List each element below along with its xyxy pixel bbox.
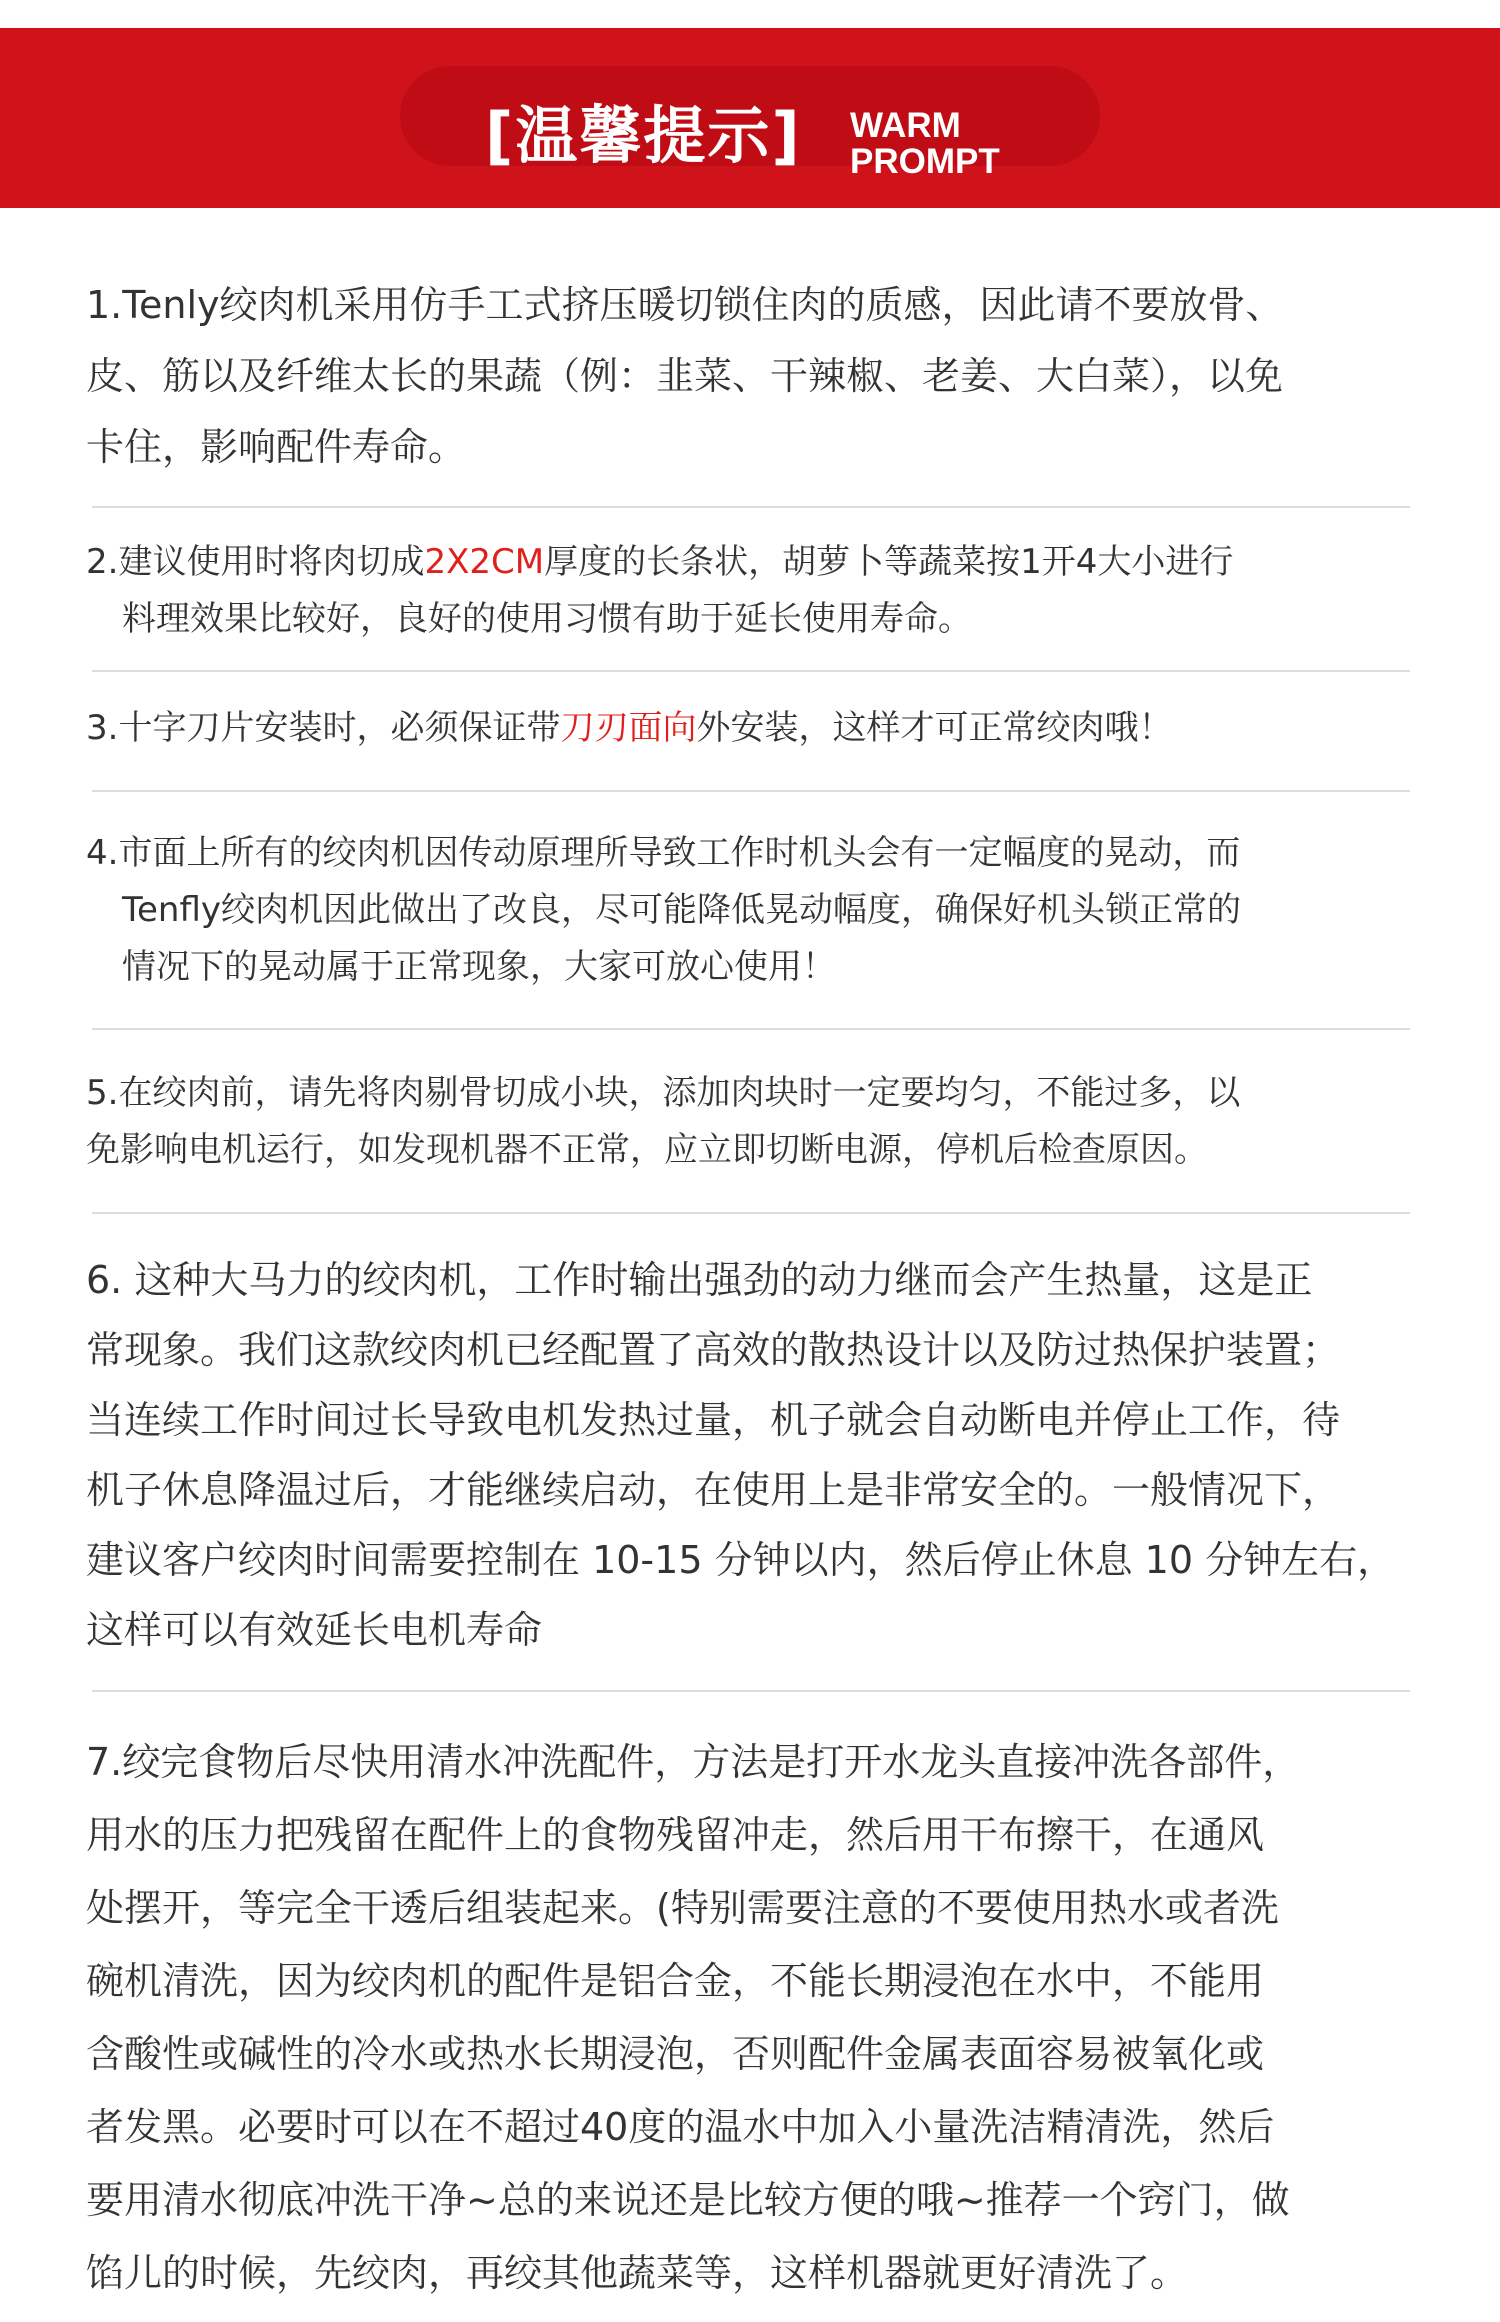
tip-5-line: 免影响电机运行，如发现机器不正常，应立即切断电源，停机后检查原因。 xyxy=(86,1130,1208,1170)
tip-6-line: 机子休息降温过后，才能继续启动，在使用上是非常安全的。一般情况下， xyxy=(86,1468,1341,1512)
header-banner xyxy=(0,28,1500,208)
tip-2-text: 厚度的长条状，胡萝卜等蔬菜按1开4大小进行 xyxy=(544,542,1234,582)
tip-6-line: 建议客户绞肉时间需要控制在 10-15 分钟以内，然后停止休息 10 分钟左右， xyxy=(86,1538,1396,1582)
tip-5 xyxy=(86,1065,1426,1179)
tip-3 xyxy=(86,700,1426,757)
tip-4-line: Tenfly绞肉机因此做出了改良，尽可能降低晃动幅度，确保好机头锁正常的 xyxy=(122,890,1241,930)
tip-2 xyxy=(86,534,1426,648)
divider xyxy=(92,1028,1410,1030)
tip-7-line: 7.绞完食物后尽快用清水冲洗配件，方法是打开水龙头直接冲洗各部件， xyxy=(86,1740,1301,1784)
tip-6-line: 这样可以有效延长电机寿命 xyxy=(86,1608,543,1652)
tip-3-text: 外安装，这样才可正常绞肉哦！ xyxy=(696,708,1173,748)
tip-1-line: 1.Tenly绞肉机采用仿手工式挤压暖切锁住肉的质感，因此请不要放骨、 xyxy=(86,283,1284,327)
tip-1-line: 卡住，影响配件寿命。 xyxy=(86,425,467,469)
tip-2-text: 2.建议使用时将肉切成 xyxy=(86,542,425,582)
tip-7-line: 含酸性或碱性的冷水或热水长期浸泡，否则配件金属表面容易被氧化或 xyxy=(86,2032,1265,2076)
tip-5-line: 5.在绞肉前，请先将肉剔骨切成小块，添加肉块时一定要均匀，不能过多，以 xyxy=(86,1073,1241,1113)
divider xyxy=(92,506,1410,508)
tip-7-line: 碗机清洗，因为绞肉机的配件是铝合金，不能长期浸泡在水中，不能用 xyxy=(86,1959,1265,2003)
tip-7-line: 处摆开，等完全干透后组装起来。(特别需要注意的不要使用热水或者洗 xyxy=(86,1886,1279,1930)
tip-4 xyxy=(86,825,1426,996)
tip-7-line: 要用清水彻底冲洗干净~总的来说还是比较方便的哦~推荐一个窍门，做 xyxy=(86,2178,1290,2222)
tip-1 xyxy=(86,270,1426,483)
divider xyxy=(92,670,1410,672)
tip-7-line: 馅儿的时候，先绞肉，再绞其他蔬菜等，这样机器就更好清洗了。 xyxy=(86,2251,1189,2295)
header-title-english-line1: WARM xyxy=(850,106,961,145)
tip-4-line: 情况下的晃动属于正常现象，大家可放心使用！ xyxy=(122,947,836,987)
divider xyxy=(92,1690,1410,1692)
tip-6 xyxy=(86,1245,1426,1665)
tip-1-line: 皮、筋以及纤维太长的果蔬（例：韭菜、干辣椒、老姜、大白菜），以免 xyxy=(86,354,1284,398)
header-title-chinese: [温馨提示] xyxy=(485,99,802,172)
divider xyxy=(92,790,1410,792)
tip-3-line xyxy=(86,700,1426,757)
divider xyxy=(92,1212,1410,1214)
header-title-english xyxy=(850,108,1000,180)
tip-4-line: 4.市面上所有的绞肉机因传动原理所导致工作时机头会有一定幅度的晃动，而 xyxy=(86,833,1241,873)
header-title-english-line2: PROMPT xyxy=(850,142,1000,181)
tip-7-line: 者发黑。必要时可以在不超过40度的温水中加入小量洗洁精清洗，然后 xyxy=(86,2105,1275,2149)
tip-6-line: 当连续工作时间过长导致电机发热过量，机子就会自动断电并停止工作，待 xyxy=(86,1398,1341,1442)
tip-2-line xyxy=(86,534,1426,591)
tip-3-text: 3.十字刀片安装时，必须保证带 xyxy=(86,708,561,748)
tip-2-highlight: 2X2CM xyxy=(424,542,545,582)
tip-7-line: 用水的压力把残留在配件上的食物残留冲走，然后用干布擦干，在通风 xyxy=(86,1813,1265,1857)
tip-7 xyxy=(86,1726,1426,2310)
tip-3-highlight: 刀刃面向 xyxy=(560,708,697,748)
tip-2-line: 料理效果比较好，良好的使用习惯有助于延长使用寿命。 xyxy=(122,599,972,639)
tip-6-line: 6. 这种大马力的绞肉机，工作时输出强劲的动力继而会产生热量，这是正 xyxy=(86,1258,1313,1302)
tip-6-line: 常现象。我们这款绞肉机已经配置了高效的散热设计以及防过热保护装置； xyxy=(86,1328,1341,1372)
